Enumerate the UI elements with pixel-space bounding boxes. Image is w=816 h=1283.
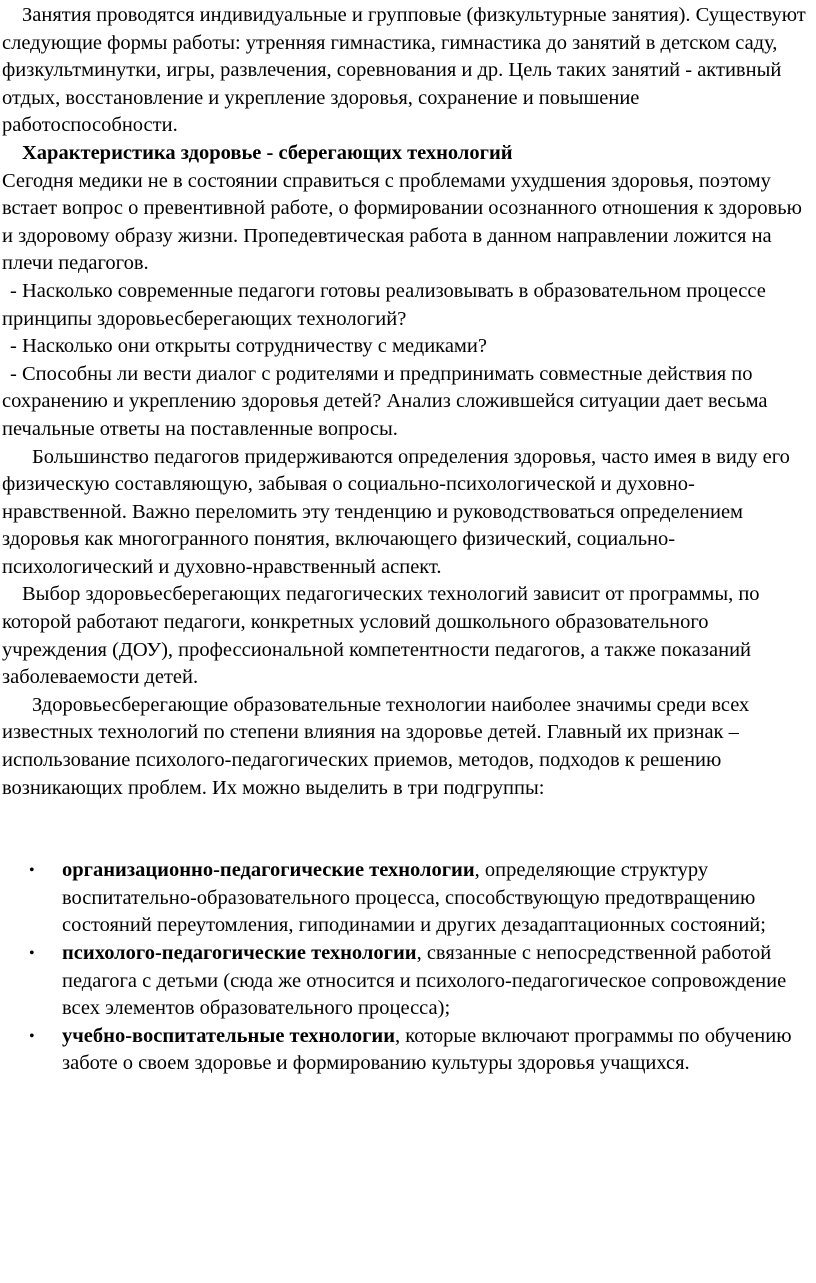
list-item-description: , определяющие структуру воспитательно-образовательного процесса, способствующую предотвращению состояний переутомления, гиподинамии и других дезадаптационных состояний; xyxy=(62,859,766,937)
technology-list xyxy=(2,857,814,1078)
paragraph-majority: Большинство педагогов придерживаются определения здоровья, часто имея в виду его физическую составляющую, забывая о социально-психологической и духовно-нравственной. Важно переломить эту тенденцию и руководствоваться определением здоровья как многогранного понятия, включающего физический, социально-психологический и духовно-нравственный аспект. xyxy=(2,445,790,578)
list-item-description: , связанные с непосредственной работой педагога с детьми (сюда же относится и психолого-педагогическое сопровождение всех элементов образовательного процесса); xyxy=(62,942,787,1020)
list-item-term: учебно-воспитательные технологии xyxy=(62,1024,396,1047)
list-item xyxy=(2,940,814,1023)
question-item-1: - Насколько современные педагоги готовы реализовывать в образовательном процессе принципы здоровьесберегающих технологий? xyxy=(2,279,766,330)
paragraph-medics: Сегодня медики не в состоянии справиться с проблемами ухудшения здоровья, поэтому встает вопрос о превентивной работе, о формировании осознанного отношения к здоровью и здоровому образу жизни. Пропедевтическая работа в данном направлении ложится на плечи педагогов. xyxy=(2,169,802,275)
list-item-term: психолого-педагогические технологии xyxy=(62,942,417,964)
list-spacer xyxy=(2,802,814,857)
question-item-2: - Насколько они открыты сотрудничеству с медиками? xyxy=(10,335,487,358)
question-item-3: - Способны ли вести диалог с родителями и предпринимать совместные действия по сохранению и укреплению здоровья детей? Анализ сложившейся ситуации дает весьма печальные ответы на поставленные вопросы. xyxy=(2,362,768,440)
paragraph-intro: Занятия проводятся индивидуальные и групповые (физкультурные занятия). Существуют следующие формы работы: утренняя гимнастика, гимнастика до занятий в детском саду, физкультминутки, игры, развлечения, соревнования и др. Цель таких занятий - активный отдых, восстановление и укрепление здоровья, сохранение и повышение работоспособности. xyxy=(2,4,806,137)
paragraph-choice: Выбор здоровьесберегающих педагогических технологий зависит от программы, по которой работают педагоги, конкретных условий дошкольного образовательного учреждения (ДОУ), профессиональной компетентности педагогов, а также показаний заболеваемости детей. xyxy=(2,583,760,689)
list-item xyxy=(2,1023,814,1078)
paragraph-significance: Здоровьесберегающие образовательные технологии наиболее значимы среди всех известных технологий по степени влияния на здоровье детей. Главный их признак – использование психолого-педагогических приемов, методов, подходов к решению возникающих проблем. Их можно выделить в три подгруппы: xyxy=(2,693,750,799)
list-item-description: , которые включают программы по обучению заботе о своем здоровье и формированию культуры здоровья учащихся. xyxy=(62,1024,792,1075)
bullet-icon: • xyxy=(29,862,35,880)
section-heading: Характеристика здоровье - сберегающих технологий xyxy=(22,141,513,164)
bullet-icon: • xyxy=(29,1027,35,1045)
list-item-term: организационно-педагогические технологии xyxy=(62,859,475,882)
list-item xyxy=(2,857,814,940)
document-page xyxy=(2,2,814,1078)
bullet-icon: • xyxy=(29,945,35,962)
